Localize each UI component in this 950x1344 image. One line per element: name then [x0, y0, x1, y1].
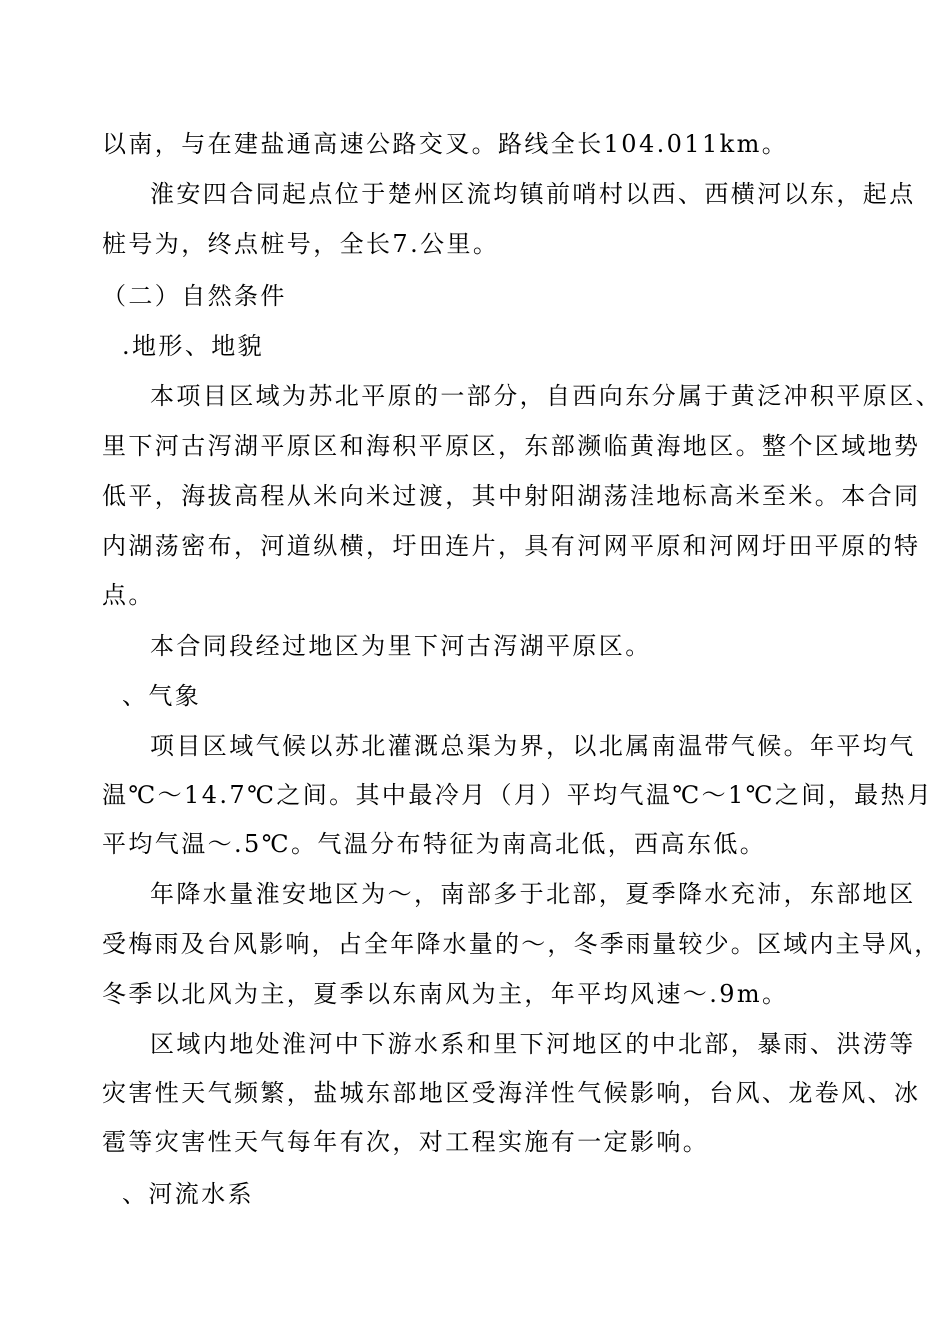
text-line-14: 温℃～14.7℃之间。其中最冷月（月）平均气温℃～1℃之间，最热月: [102, 781, 934, 809]
text-line-3: 桩号为，终点桩号，全长7.公里。: [102, 230, 500, 258]
text-line-2: 淮安四合同起点位于楚州区流均镇前哨村以西、西横河以东，起点: [150, 180, 916, 208]
text-line-19: 区域内地处淮河中下游水系和里下河地区的中北部，暴雨、洪涝等: [150, 1030, 916, 1058]
text-line-17: 受梅雨及台风影响，占全年降水量的～，冬季雨量较少。区域内主导风，: [102, 930, 941, 958]
text-line-7: 里下河古泻湖平原区和海积平原区，东部濒临黄海地区。整个区域地势: [102, 432, 921, 460]
subsection-heading-climate: 、气象: [122, 682, 202, 710]
section-heading-natural-conditions: （二）自然条件: [102, 282, 287, 310]
text-line-11: 本合同段经过地区为里下河古泻湖平原区。: [150, 632, 652, 660]
text-line-16: 年降水量淮安地区为～，南部多于北部，夏季降水充沛，东部地区: [150, 880, 916, 908]
text-line-10: 点。: [102, 581, 155, 609]
text-line-1: 以南，与在建盐通高速公路交叉。路线全长104.011km。: [102, 130, 789, 158]
text-line-21: 雹等灾害性天气每年有次，对工程实施有一定影响。: [102, 1128, 710, 1156]
text-line-13: 项目区域气候以苏北灌溉总渠为界，以北属南温带气候。年平均气: [150, 732, 916, 760]
text-line-15: 平均气温～.5℃。气温分布特征为南高北低，西高东低。: [102, 830, 767, 858]
text-line-9: 内湖荡密布，河道纵横，圩田连片，具有河网平原和河网圩田平原的特: [102, 532, 921, 560]
subsection-heading-terrain: .地形、地貌: [122, 332, 265, 360]
text-line-20: 灾害性天气频繁，盐城东部地区受海洋性气候影响，台风、龙卷风、冰: [102, 1079, 921, 1107]
text-line-6: 本项目区域为苏北平原的一部分，自西向东分属于黄泛冲积平原区、: [150, 382, 942, 410]
subsection-heading-rivers: 、河流水系: [122, 1180, 254, 1208]
text-line-8: 低平，海拔高程从米向米过渡，其中射阳湖荡洼地标高米至米。本合同: [102, 482, 921, 510]
text-line-18: 冬季以北风为主，夏季以东南风为主，年平均风速～.9m。: [102, 980, 789, 1008]
